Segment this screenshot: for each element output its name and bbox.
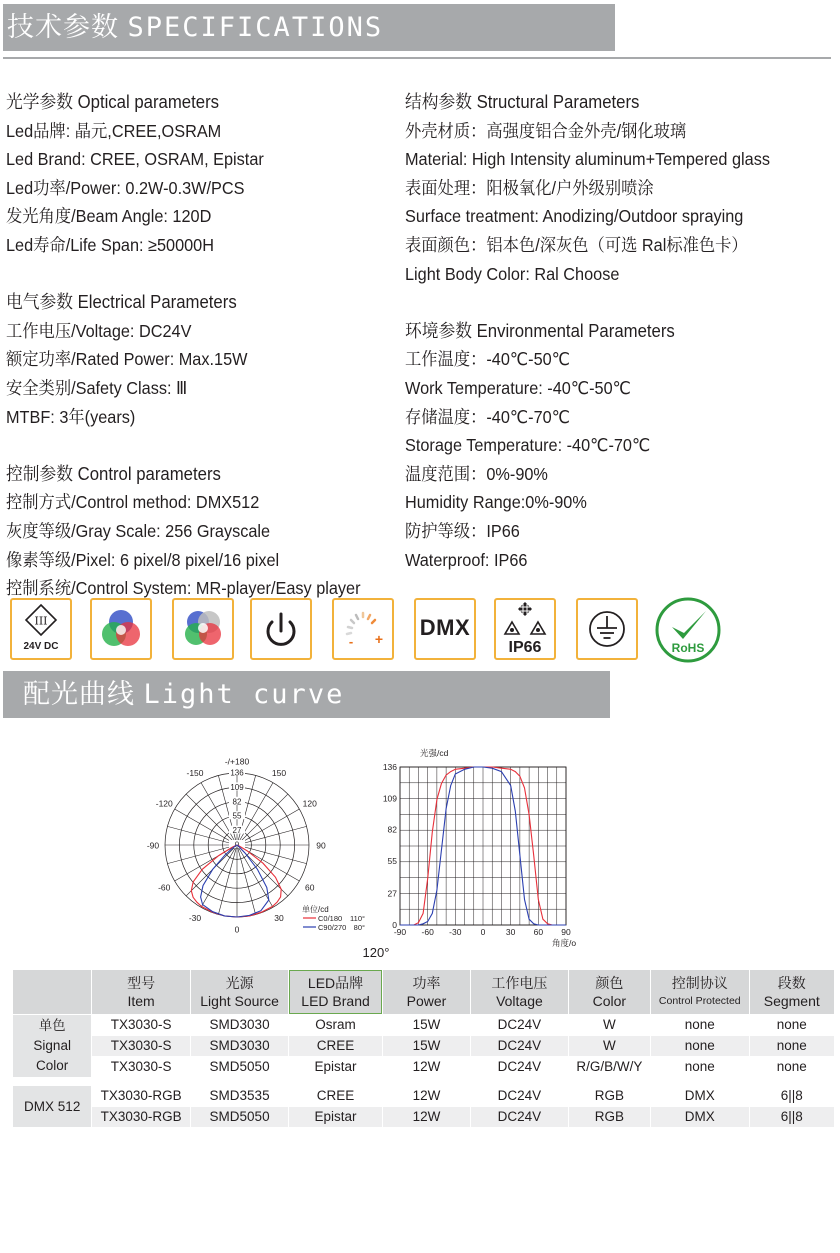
table-header-cn: 段数	[777, 975, 806, 991]
ground-icon-box	[576, 598, 638, 660]
x-axis-label: 角度/o	[552, 938, 577, 948]
table-cell: 6||8	[780, 1088, 803, 1103]
spec-line: Led寿命/Life Span: ≥50000H	[6, 234, 214, 255]
spec-section-heading: 控制参数 Control parameters	[6, 463, 221, 484]
table-group-label: DMX 512	[24, 1098, 81, 1114]
specifications-banner	[3, 4, 615, 51]
table-cell: 12W	[383, 1107, 470, 1127]
polar-spoke	[175, 809, 237, 845]
polar-spoke	[237, 809, 299, 845]
dmx-icon-box	[414, 598, 476, 660]
rohs-icon-box	[655, 597, 721, 663]
table-cell: none	[776, 1059, 807, 1074]
specifications-banner-en: SPECIFICATIONS	[127, 12, 384, 43]
polar-angle-label: 90	[316, 840, 326, 851]
table-row	[13, 1015, 834, 1035]
table-header-en: LED Brand	[301, 993, 370, 1009]
spec-right-column	[405, 88, 835, 574]
table-cell: none	[651, 1036, 748, 1056]
polar-spoke	[167, 826, 237, 845]
table-cell: SMD5050	[209, 1059, 270, 1074]
spec-section-heading: 光学参数 Optical parameters	[6, 92, 220, 112]
table-cell: CREE	[316, 1088, 355, 1103]
table-cell: 12W	[412, 1059, 441, 1074]
dmx-icon: DMX	[419, 615, 471, 640]
polar-radial-label: 27	[232, 826, 242, 836]
spec-section-heading: 结构参数 Structural Parameters	[405, 92, 640, 112]
table-cell: none	[684, 1059, 715, 1074]
table-header-cell	[383, 970, 470, 1014]
rgb-color-mix-icon	[92, 600, 150, 658]
spec-line: MTBF: 3年(years)	[6, 406, 136, 427]
table-cell: 15W	[383, 1036, 470, 1056]
table-header-en: Voltage	[496, 993, 543, 1009]
y-tick-label: 0	[392, 920, 397, 930]
table-group-label: 单色	[38, 1018, 66, 1033]
rgbw-color-mix-icon	[174, 600, 232, 658]
y-tick-label: 136	[382, 762, 397, 772]
table-header-cell	[750, 970, 834, 1014]
table-header-cell	[92, 970, 189, 1014]
polar-radial-label: 136	[230, 768, 244, 778]
table-row	[13, 1107, 834, 1127]
table-cell: W	[602, 1017, 616, 1032]
spec-line: 存储温度：-40℃-70℃	[405, 406, 570, 427]
spec-line: Material: High Intensity aluminum+Tempered glass	[405, 149, 770, 170]
table-header-en: Light Source	[200, 993, 279, 1009]
table-cell: 15W	[412, 1017, 441, 1032]
dimming-plus: +	[374, 631, 384, 647]
table-header-cell	[13, 970, 91, 1014]
spec-line: 温度范围：0%-90%	[405, 463, 548, 484]
table-cell: SMD3030	[191, 1036, 288, 1056]
intensity-chart	[383, 748, 577, 948]
table-header-row	[13, 970, 834, 1014]
dimming-icon	[334, 600, 392, 658]
polar-legend-label: C0/180	[318, 914, 343, 923]
x-tick-label: -60	[421, 927, 434, 937]
x-tick-label: 30	[505, 927, 516, 937]
table-cell: SMD3030	[209, 1017, 270, 1032]
rohs-icon	[655, 597, 721, 663]
light-curve-banner-en: Light curve	[143, 679, 345, 710]
table-cell: TX3030-S	[92, 1036, 189, 1056]
polar-radial-label: 55	[232, 811, 242, 821]
polar-angle-label: -/+180	[224, 756, 250, 767]
table-header-cell	[289, 970, 381, 1014]
polar-angle-label: 150	[271, 767, 287, 778]
polar-legend-unit: 单位/cd	[302, 905, 329, 914]
table-header-en: Item	[127, 993, 155, 1009]
table-cell: TX3030-S	[110, 1017, 172, 1032]
table-header-cell	[651, 970, 748, 1014]
table-cell: TX3030-S	[110, 1059, 172, 1074]
spec-line: 额定功率/Rated Power: Max.15W	[6, 349, 248, 370]
table-header-cell	[191, 970, 288, 1014]
table-header-en: Color	[592, 993, 627, 1009]
spec-line: 外壳材质：高强度铝合金外壳/钢化玻璃	[405, 120, 687, 141]
specifications-rule	[3, 57, 831, 59]
table-cell: RGB	[569, 1107, 650, 1127]
x-tick-label: 60	[533, 927, 544, 937]
table-cell: DC24V	[497, 1088, 542, 1103]
dimming-icon-box	[332, 598, 394, 660]
x-tick-label: -90	[393, 927, 407, 937]
table-header-en: Control Protected	[658, 995, 741, 1007]
spec-left-column	[6, 88, 436, 603]
spec-gap	[405, 288, 835, 317]
y-tick-label: 109	[382, 793, 397, 804]
polar-angle-label: 60	[305, 882, 315, 893]
polar-series-curve	[201, 845, 269, 917]
table-cell: SMD5050	[191, 1107, 288, 1127]
table-header-en: Power	[406, 993, 447, 1009]
table-cell: none	[750, 1036, 834, 1056]
polar-angle-label: -120	[155, 798, 173, 809]
table-cell: DC24V	[497, 1017, 542, 1032]
spec-line: 防护等级：IP66	[405, 520, 520, 541]
table-cell: DMX	[684, 1088, 715, 1103]
feature-icons-row	[10, 598, 830, 662]
polar-spoke	[237, 826, 307, 845]
spec-line: Led功率/Power: 0.2W-0.3W/PCS	[6, 177, 245, 198]
spec-line: 控制系统/Control System: MR-player/Easy player	[6, 578, 361, 599]
table-spacer	[13, 1078, 834, 1085]
spec-gap	[6, 260, 436, 289]
spec-section-heading: 环境参数 Environmental Parameters	[405, 320, 675, 341]
table-cell: Epistar	[289, 1107, 381, 1127]
table-cell: TX3030-RGB	[92, 1107, 189, 1127]
polar-spoke	[237, 845, 273, 907]
spec-line: Work Temperature: -40℃-50℃	[405, 377, 631, 398]
ip66-icon-box	[494, 598, 556, 660]
table-header-cn: LED品牌	[307, 975, 364, 991]
spec-line: 工作温度：-40℃-50℃	[405, 349, 570, 370]
table-cell: DC24V	[471, 1107, 567, 1127]
y-tick-label: 27	[387, 888, 397, 899]
table-header-cell	[569, 970, 650, 1014]
power-icon	[252, 600, 310, 658]
table-header-en: Segment	[763, 993, 820, 1009]
polar-angle-label: -60	[158, 882, 171, 893]
table-cell: 12W	[412, 1088, 441, 1103]
spec-line: Led品牌: 晶元,CREE,OSRAM	[6, 120, 222, 141]
table-cell: none	[776, 1017, 807, 1032]
polar-legend-angle: 110°	[350, 914, 365, 923]
spec-line: Waterproof: IP66	[405, 549, 528, 570]
table-header-cn: 光源	[225, 975, 254, 991]
table-header-cell	[471, 970, 567, 1014]
beam-angle-label: 120°	[362, 945, 390, 960]
table-header-cn: 颜色	[595, 975, 624, 991]
x-tick-label: -30	[449, 927, 462, 937]
light-curve-banner	[3, 671, 610, 718]
spec-line: 表面颜色：铝本色/深灰色（可选 Ral标准色卡）	[405, 234, 748, 255]
ip66-icon-label: IP66	[508, 639, 542, 656]
spec-line: Humidity Range:0%-90%	[405, 492, 587, 513]
polar-radial-label: 0	[234, 840, 240, 850]
polar-spoke	[237, 845, 307, 864]
spec-line: 控制方式/Control method: DMX512	[6, 492, 260, 513]
polar-radial-label: 82	[232, 797, 242, 807]
spec-line: Surface treatment: Anodizing/Outdoor spraying	[405, 206, 744, 227]
polar-legend-label: C90/270	[318, 923, 347, 932]
table-cell: 6||8	[750, 1107, 834, 1127]
safety-class-icon-box	[10, 598, 72, 660]
spec-line: 发光角度/Beam Angle: 120D	[6, 206, 212, 227]
table-group-label: Color	[36, 1058, 69, 1073]
chart-title: 光强/cd	[420, 748, 449, 758]
table-header-cn: 功率	[412, 975, 441, 991]
table-row	[13, 1086, 834, 1106]
table-cell: R/G/B/W/Y	[576, 1059, 643, 1074]
table-cell: none	[684, 1017, 715, 1032]
spec-line: Led Brand: CREE, OSRAM, Epistar	[6, 149, 264, 170]
table-cell: DC24V	[471, 1036, 567, 1056]
table-cell: DC24V	[497, 1059, 542, 1074]
polar-spoke	[201, 845, 237, 907]
polar-angle-label: 30	[274, 913, 284, 924]
power-icon-box	[250, 598, 312, 660]
polar-legend-angle: 80°	[353, 923, 365, 932]
spec-line: 安全类别/Safety Class: Ⅲ	[6, 377, 188, 398]
spec-line: Light Body Color: Ral Choose	[405, 263, 620, 284]
specifications-banner-cn: 技术参数	[7, 12, 119, 42]
table-group-cell	[13, 1015, 91, 1077]
table-row	[13, 1036, 834, 1056]
spec-line: 灰度等级/Gray Scale: 256 Grayscale	[6, 520, 271, 541]
spec-gap	[6, 431, 436, 460]
voltage-icon-label: 24V DC	[23, 641, 59, 652]
light-distribution-charts	[130, 745, 590, 960]
table-cell: TX3030-RGB	[100, 1088, 182, 1103]
rgbw-icon-box	[172, 598, 234, 660]
polar-spoke	[218, 845, 237, 915]
table-cell: SMD3535	[209, 1088, 270, 1103]
table-cell: CREE	[289, 1036, 381, 1056]
x-tick-label: 0	[480, 927, 486, 937]
table-group-cell	[13, 1086, 91, 1127]
table-header-cn: 型号	[127, 975, 156, 991]
y-tick-label: 82	[387, 824, 397, 835]
polar-chart	[147, 757, 390, 961]
product-table	[12, 969, 835, 1128]
y-tick-label: 55	[387, 856, 397, 867]
table-group-label: Signal	[33, 1038, 71, 1053]
table-cell: W	[569, 1036, 650, 1056]
polar-angle-label: -90	[146, 840, 160, 851]
rohs-label: RoHS	[671, 641, 705, 655]
polar-angle-label: 0	[234, 924, 240, 935]
table-row	[13, 1057, 834, 1077]
spec-line: Storage Temperature: -40℃-70℃	[405, 435, 651, 456]
table-cell: RGB	[594, 1088, 624, 1103]
spec-line: 像素等级/Pixel: 6 pixel/8 pixel/16 pixel	[6, 549, 280, 570]
spec-section-heading: 电气参数 Electrical Parameters	[6, 292, 237, 313]
table-cell: Osram	[315, 1017, 356, 1032]
spec-line: 工作电压/Voltage: DC24V	[6, 320, 192, 341]
polar-angle-label: -30	[188, 913, 202, 924]
spec-line: 表面处理：阳极氧化/户外级别喷涂	[405, 177, 654, 198]
table-cell: DMX	[651, 1107, 748, 1127]
dimming-minus: -	[348, 634, 354, 649]
polar-radial-label: 109	[230, 782, 244, 792]
polar-angle-label: 120	[302, 798, 317, 809]
svg-text:III: III	[34, 614, 48, 628]
x-tick-label: 90	[561, 927, 571, 937]
ground-icon	[578, 600, 636, 658]
table-header-cn: 控制协议	[671, 975, 728, 991]
table-header-cn: 工作电压	[491, 975, 548, 991]
polar-angle-label: -150	[186, 767, 204, 778]
table-cell: Epistar	[314, 1059, 357, 1074]
rgb-icon-box	[90, 598, 152, 660]
light-curve-banner-cn: 配光曲线	[23, 679, 135, 709]
